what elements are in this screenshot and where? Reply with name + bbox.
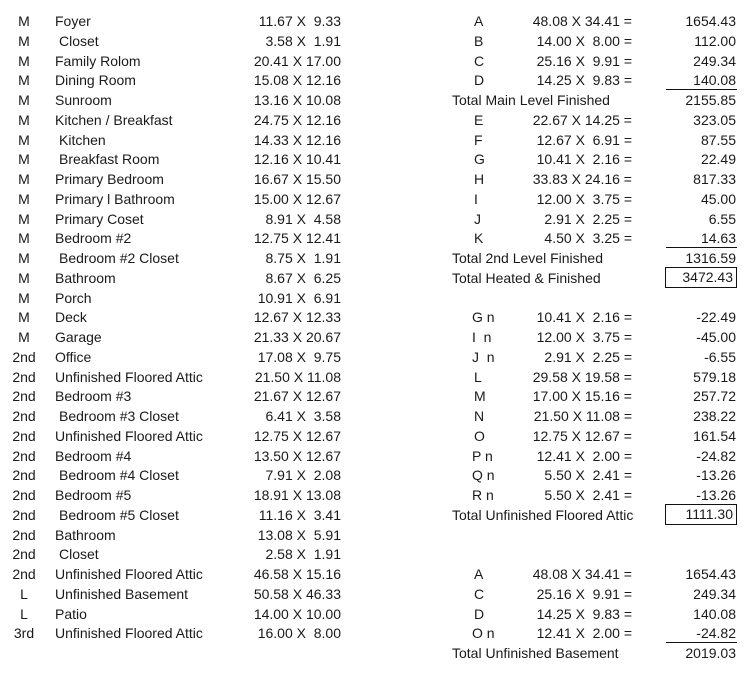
area-dimensions: 10.41 X 2.16 = (536, 151, 632, 168)
room-dimensions: 6.41 X 3.58 (265, 408, 341, 424)
room-level: M (18, 92, 30, 108)
area-code: R n (472, 487, 494, 503)
area-dimensions: 12.00 X 3.75 = (536, 190, 632, 207)
room-name: Primary l Bathroom (55, 190, 175, 207)
room-name: Family Rolom (55, 52, 141, 69)
room-level: M (18, 289, 30, 306)
room-name: Closet (59, 32, 99, 49)
area-dimensions: 14.25 X 9.83 = (536, 605, 632, 622)
area-code: J n (472, 348, 495, 365)
room-dimensions: 14.33 X 12.16 (253, 131, 341, 148)
total-row (0, 90, 749, 110)
room-dimensions: 11.67 X 9.33 (258, 13, 341, 29)
area-dimensions: 21.50 X 11.08 = (533, 408, 632, 424)
calc-row (0, 564, 749, 584)
room-level: M (18, 269, 30, 286)
room-dimensions: 13.16 X 10.08 (253, 92, 341, 108)
room-name: Deck (55, 309, 87, 326)
area-value: 112.00 (694, 32, 736, 49)
calc-row (0, 446, 749, 466)
area-code: O (474, 427, 485, 444)
total-label: Total 2nd Level Finished (452, 250, 603, 266)
room-dimensions: 21.33 X 20.67 (253, 329, 341, 345)
room-dimensions: 21.50 X 11.08 (254, 368, 341, 385)
area-code: B (474, 32, 484, 49)
room-level: M (18, 52, 30, 69)
calc-row (0, 189, 749, 209)
room-name: Closet (59, 546, 99, 563)
room-row (0, 525, 360, 545)
room-dimensions: 3.58 X 1.91 (265, 32, 341, 49)
room-name: Bedroom #5 (55, 487, 132, 503)
room-level: M (18, 151, 30, 168)
total-value: 3472.43 (665, 267, 737, 288)
room-dimensions: 8.67 X 6.25 (265, 269, 341, 286)
area-value: 257.72 (693, 388, 736, 405)
area-dimensions: 14.00 X 8.00 = (536, 32, 632, 49)
area-code: P n (472, 447, 493, 464)
room-level: M (18, 329, 30, 345)
room-name: Primary Coset (55, 210, 144, 227)
area-dimensions: 25.16 X 9.91 = (536, 585, 632, 602)
area-code: G (474, 151, 485, 168)
area-dimensions: 33.83 X 24.16 = (532, 171, 632, 187)
room-dimensions: 12.75 X 12.41 (253, 230, 341, 247)
total-label: Total Main Level Finished (452, 92, 610, 108)
room-dimensions: 24.75 X 12.16 (253, 111, 341, 128)
calc-row (0, 70, 749, 90)
room-level: M (18, 72, 30, 89)
area-code: J (474, 210, 481, 227)
room-name: Bedroom #2 (55, 230, 132, 247)
room-level: M (18, 111, 30, 128)
area-code: C (474, 52, 485, 69)
calc-row (0, 209, 749, 229)
room-dimensions: 15.00 X 12.67 (253, 190, 341, 207)
room-name: Garage (55, 329, 102, 345)
area-value: 161.54 (693, 427, 736, 444)
total-label: Total Unfinished Basement (452, 645, 619, 661)
area-value: 249.34 (693, 585, 736, 602)
total-row (0, 268, 749, 288)
area-value: 140.08 (693, 605, 736, 622)
total-row (0, 505, 749, 525)
total-label: Total Heated & Finished (452, 269, 601, 286)
room-name: Patio (55, 605, 87, 622)
area-code: A (474, 13, 484, 29)
area-code: N (474, 408, 485, 424)
room-dimensions: 12.67 X 12.33 (253, 309, 341, 326)
calc-row (0, 11, 749, 31)
calc-row (0, 426, 749, 446)
room-dimensions: 16.67 X 15.50 (253, 171, 341, 187)
room-level: M (18, 13, 30, 29)
area-value: -22.49 (696, 309, 736, 326)
area-code: F (474, 131, 483, 148)
room-name: Sunroom (55, 92, 112, 108)
area-code: C (474, 585, 485, 602)
room-level: 2nd (12, 408, 36, 424)
area-dimensions: 4.50 X 3.25 = (544, 230, 632, 247)
room-name: Bedroom #3 (55, 388, 132, 405)
room-level: 2nd (12, 506, 36, 523)
total-value: 2155.85 (685, 92, 736, 108)
area-dimensions: 48.08 X 34.41 = (532, 13, 632, 29)
room-name: Bedroom #4 Closet (59, 467, 179, 484)
room-level: 2nd (12, 368, 36, 385)
area-value: 22.49 (700, 151, 736, 168)
area-code: H (474, 171, 485, 187)
calc-row (0, 623, 749, 643)
room-dimensions: 21.67 X 12.67 (253, 388, 341, 405)
area-value: 1654.43 (685, 566, 736, 582)
room-name: Kitchen (59, 131, 106, 148)
area-dimensions: 48.08 X 34.41 = (532, 566, 632, 582)
calc-row (0, 110, 749, 130)
calc-row (0, 307, 749, 327)
area-dimensions: 25.16 X 9.91 = (536, 52, 632, 69)
room-level: M (18, 131, 30, 148)
room-level: 2nd (12, 526, 36, 543)
area-value: -13.26 (696, 467, 736, 484)
room-level: M (18, 250, 30, 266)
area-code: Q n (472, 467, 495, 484)
room-dimensions: 8.91 X 4.58 (265, 210, 341, 227)
area-dimensions: 29.58 X 19.58 = (532, 368, 632, 385)
total-value: 1316.59 (685, 250, 736, 266)
room-dimensions: 16.00 X 8.00 (257, 625, 341, 642)
calc-row (0, 51, 749, 71)
room-level: 2nd (12, 447, 36, 464)
area-dimensions: 10.41 X 2.16 = (536, 309, 632, 326)
area-value: 140.08 (693, 72, 736, 89)
area-value: 45.00 (700, 190, 736, 207)
area-dimensions: 12.41 X 2.00 = (536, 447, 632, 464)
area-value: 1654.43 (685, 13, 736, 29)
calc-row (0, 386, 749, 406)
total-row (0, 248, 749, 268)
room-dimensions: 12.16 X 10.41 (253, 151, 341, 168)
room-name: Office (55, 348, 92, 365)
area-dimensions: 5.50 X 2.41 = (544, 467, 632, 484)
room-name: Unfinished Floored Attic (55, 625, 203, 642)
calc-row (0, 31, 749, 51)
room-dimensions: 2.58 X 1.91 (265, 546, 341, 563)
room-name: Primary Bedroom (55, 171, 164, 187)
room-dimensions: 46.58 X 15.16 (253, 566, 341, 582)
area-dimensions: 14.25 X 9.83 = (536, 72, 632, 89)
room-level: 2nd (12, 546, 36, 563)
room-name: Kitchen / Breakfast (55, 111, 173, 128)
area-dimensions: 2.91 X 2.25 = (544, 210, 632, 227)
calc-row (0, 149, 749, 169)
room-dimensions: 13.50 X 12.67 (253, 447, 341, 464)
area-code: L (474, 368, 482, 385)
calc-row (0, 604, 749, 624)
area-code: K (474, 230, 484, 247)
room-dimensions: 13.08 X 5.91 (257, 526, 341, 543)
area-code: M (474, 388, 486, 405)
area-dimensions: 12.67 X 6.91 = (536, 131, 632, 148)
area-dimensions: 12.75 X 12.67 = (532, 427, 632, 444)
room-dimensions: 7.91 X 2.08 (265, 467, 341, 484)
room-name: Unfinished Floored Attic (55, 566, 203, 582)
room-level: M (18, 32, 30, 49)
room-name: Unfinished Basement (55, 585, 189, 602)
area-code: I (474, 190, 478, 207)
area-value: 323.05 (693, 111, 736, 128)
room-dimensions: 8.75 X 1.91 (265, 250, 341, 266)
room-dimensions: 12.75 X 12.67 (253, 427, 341, 444)
total-value: 2019.03 (685, 645, 736, 661)
total-row (0, 643, 749, 663)
area-dimensions: 22.67 X 14.25 = (532, 111, 632, 128)
area-value: 817.33 (693, 171, 736, 187)
calc-row (0, 327, 749, 347)
room-name: Bedroom #2 Closet (59, 250, 179, 266)
area-code: D (474, 72, 485, 89)
room-name: Breakfast Room (59, 151, 160, 168)
total-value: 1111.30 (665, 504, 737, 525)
calc-row (0, 485, 749, 505)
room-level: 2nd (12, 388, 36, 405)
room-dimensions: 15.08 X 12.16 (253, 72, 341, 89)
room-level: M (18, 171, 30, 187)
room-level: L (20, 605, 28, 622)
room-name: Bedroom #3 Closet (59, 408, 179, 424)
calc-row (0, 406, 749, 426)
room-name: Bedroom #5 Closet (59, 506, 179, 523)
room-name: Bathroom (55, 526, 116, 543)
room-dimensions: 10.91 X 6.91 (257, 289, 341, 306)
area-value: 6.55 (708, 210, 736, 227)
room-dimensions: 17.08 X 9.75 (257, 348, 341, 365)
calc-row (0, 169, 749, 189)
calc-row (0, 465, 749, 485)
area-value: 14.63 (700, 230, 736, 247)
area-value: -13.26 (696, 487, 736, 503)
area-dimensions: 12.00 X 3.75 = (536, 329, 632, 345)
area-value: 238.22 (693, 408, 736, 424)
room-dimensions: 14.00 X 10.00 (253, 605, 341, 622)
room-name: Dining Room (55, 72, 136, 89)
room-level: L (20, 585, 28, 602)
room-level: 2nd (12, 348, 36, 365)
room-name: Bedroom #4 (55, 447, 132, 464)
room-name: Unfinished Floored Attic (55, 368, 203, 385)
room-level: 2nd (12, 566, 36, 582)
area-code: D (474, 605, 485, 622)
room-dimensions: 20.41 X 17.00 (253, 52, 341, 69)
calc-row (0, 584, 749, 604)
calc-row (0, 228, 749, 248)
area-value: -45.00 (696, 329, 736, 345)
room-name: Bathroom (55, 269, 116, 286)
area-dimensions: 12.41 X 2.00 = (536, 625, 632, 642)
room-row (0, 544, 360, 564)
room-level: M (18, 309, 30, 326)
area-value: 579.18 (693, 368, 736, 385)
area-value: -24.82 (696, 625, 736, 642)
room-level: M (18, 230, 30, 247)
calc-row (0, 130, 749, 150)
area-code: I n (472, 329, 492, 345)
area-code: A (474, 566, 484, 582)
area-dimensions: 17.00 X 15.16 = (532, 388, 632, 405)
calc-row (0, 347, 749, 367)
room-level: 2nd (12, 467, 36, 484)
area-value: -6.55 (704, 348, 736, 365)
area-value: 249.34 (693, 52, 736, 69)
total-label: Total Unfinished Floored Attic (452, 506, 634, 523)
room-level: M (18, 210, 30, 227)
calc-row (0, 367, 749, 387)
area-code: O n (472, 625, 495, 642)
area-dimensions: 5.50 X 2.41 = (544, 487, 632, 503)
area-value: -24.82 (696, 447, 736, 464)
area-value: 87.55 (700, 131, 736, 148)
room-row (0, 288, 360, 308)
room-level: 2nd (12, 487, 36, 503)
area-code: E (474, 111, 484, 128)
room-dimensions: 50.58 X 46.33 (253, 585, 341, 602)
room-dimensions: 18.91 X 13.08 (253, 487, 341, 503)
room-level: 2nd (12, 427, 36, 444)
area-code: G n (472, 309, 495, 326)
room-level: M (18, 190, 30, 207)
room-name: Foyer (55, 13, 91, 29)
room-dimensions: 11.16 X 3.41 (258, 506, 341, 523)
room-level: 3rd (13, 625, 35, 642)
room-name: Unfinished Floored Attic (55, 427, 203, 444)
area-dimensions: 2.91 X 2.25 = (544, 348, 632, 365)
room-name: Porch (55, 289, 92, 306)
